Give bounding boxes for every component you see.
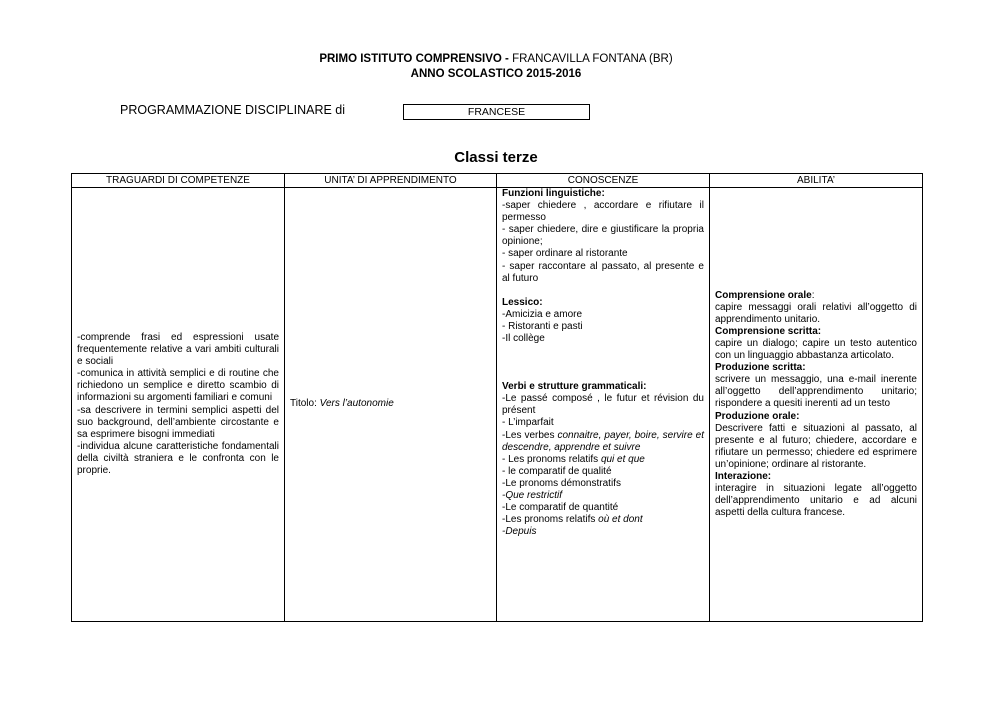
- curriculum-table: [71, 173, 923, 622]
- traguardo-item: -individua alcune caratteristiche fondamentali della civiltà straniera e le confronta con le proprie.: [77, 440, 279, 476]
- unita-title: Vers l’autonomie: [319, 398, 394, 410]
- abilita-cell: [710, 188, 923, 622]
- school-name: PRIMO ISTITUTO COMPRENSIVO - FRANCAVILLA FONTANA (BR): [319, 53, 673, 65]
- abilita-heading: Comprensione orale:: [715, 289, 815, 301]
- abilita-text: Descrivere fatti e situazioni al passato, al presente e al futuro; chiedere, accordare e rifiutare un permesso; chiedere ed esprimere un’opinione; ordinare al ristorante.: [715, 422, 917, 470]
- list-item: -Depuis: [502, 526, 537, 538]
- list-item: - Ristoranti e pasti: [502, 320, 583, 332]
- list-item: -Les verbes connaitre, payer, boire, servire et descendre, apprendre et suivre: [502, 429, 704, 453]
- header-abilita: ABILITA’: [710, 174, 923, 188]
- list-item: -Il collège: [502, 333, 545, 345]
- list-item: -Que restrictif: [502, 489, 563, 501]
- list-item: - saper ordinare al ristorante: [502, 248, 628, 260]
- programmazione-label: PROGRAMMAZIONE DISCIPLINARE di: [120, 103, 346, 117]
- subject-box: FRANCESE: [403, 104, 590, 120]
- abilita-text: scrivere un messaggio, una e-mail inerente all’oggetto dell’apprendimento unitario; rispondere a quesiti inerenti ad un testo: [715, 374, 917, 410]
- list-item: -Le comparatif de quantité: [502, 502, 619, 514]
- funzioni-heading: Funzioni linguistiche:: [502, 188, 605, 199]
- unita-cell: [285, 188, 497, 622]
- list-item: - le comparatif de qualité: [502, 465, 612, 477]
- abilita-text: interagire in situazioni legate all’oggetto dell’apprendimento unitario e ad alcuni aspetti della cultura francese.: [715, 483, 917, 519]
- traguardo-item: -comprende frasi ed espressioni usate frequentemente relative a vari ambiti culturali e sociali: [77, 331, 279, 368]
- traguardo-item: -sa descrivere in termini semplici aspetti del suo background, dell’ambiente circostante e sa esprimere bisogni immediati: [77, 404, 279, 440]
- table-header-row: [72, 174, 923, 188]
- verbi-heading: Verbi e strutture grammaticali:: [502, 381, 647, 393]
- abilita-heading: Produzione scritta:: [715, 362, 806, 374]
- header-traguardi: TRAGUARDI DI COMPETENZE: [72, 174, 285, 188]
- list-item: -saper chiedere , accordare e rifiutare il permesso: [502, 200, 704, 224]
- header-conoscenze: CONOSCENZE: [497, 174, 710, 188]
- list-item: - saper raccontare al passato, al presente e al futuro: [502, 260, 704, 284]
- list-item: -Le passé composé , le futur et révision du présent: [502, 393, 704, 417]
- list-item: - saper chiedere, dire e giustificare la propria opinione;: [502, 224, 704, 248]
- abilita-heading: Comprensione scritta:: [715, 325, 822, 337]
- document-header: [0, 52, 992, 82]
- abilita-text: capire messaggi orali relativi all’oggetto di apprendimento unitario.: [715, 301, 917, 325]
- traguardi-cell: [72, 188, 285, 622]
- header-unita: UNITA’ DI APPRENDIMENTO: [285, 174, 497, 188]
- section-title: Classi terze: [454, 149, 538, 166]
- list-item: -Amicizia e amore: [502, 308, 583, 320]
- list-item: -Le pronoms démonstratifs: [502, 477, 621, 489]
- table-row: [72, 188, 923, 622]
- lessico-heading: Lessico:: [502, 296, 543, 308]
- school-year: ANNO SCOLASTICO 2015-2016: [410, 68, 582, 80]
- abilita-heading: Produzione orale:: [715, 410, 800, 422]
- unita-label: Titolo:: [290, 398, 320, 410]
- traguardo-item: -comunica in attività semplici e di routine che richiedono un semplice e diretto scambio di informazioni su argomenti familiari e comuni: [77, 368, 279, 404]
- list-item: -Les pronoms relatifs où et dont: [502, 514, 643, 526]
- list-item: - L’imparfait: [502, 417, 554, 429]
- conoscenze-cell: [497, 188, 710, 622]
- abilita-text: capire un dialogo; capire un testo autentico con un linguaggio abbastanza articolato.: [715, 337, 917, 362]
- abilita-heading: Interazione:: [715, 471, 772, 483]
- list-item: - Les pronoms relatifs qui et que: [502, 453, 645, 465]
